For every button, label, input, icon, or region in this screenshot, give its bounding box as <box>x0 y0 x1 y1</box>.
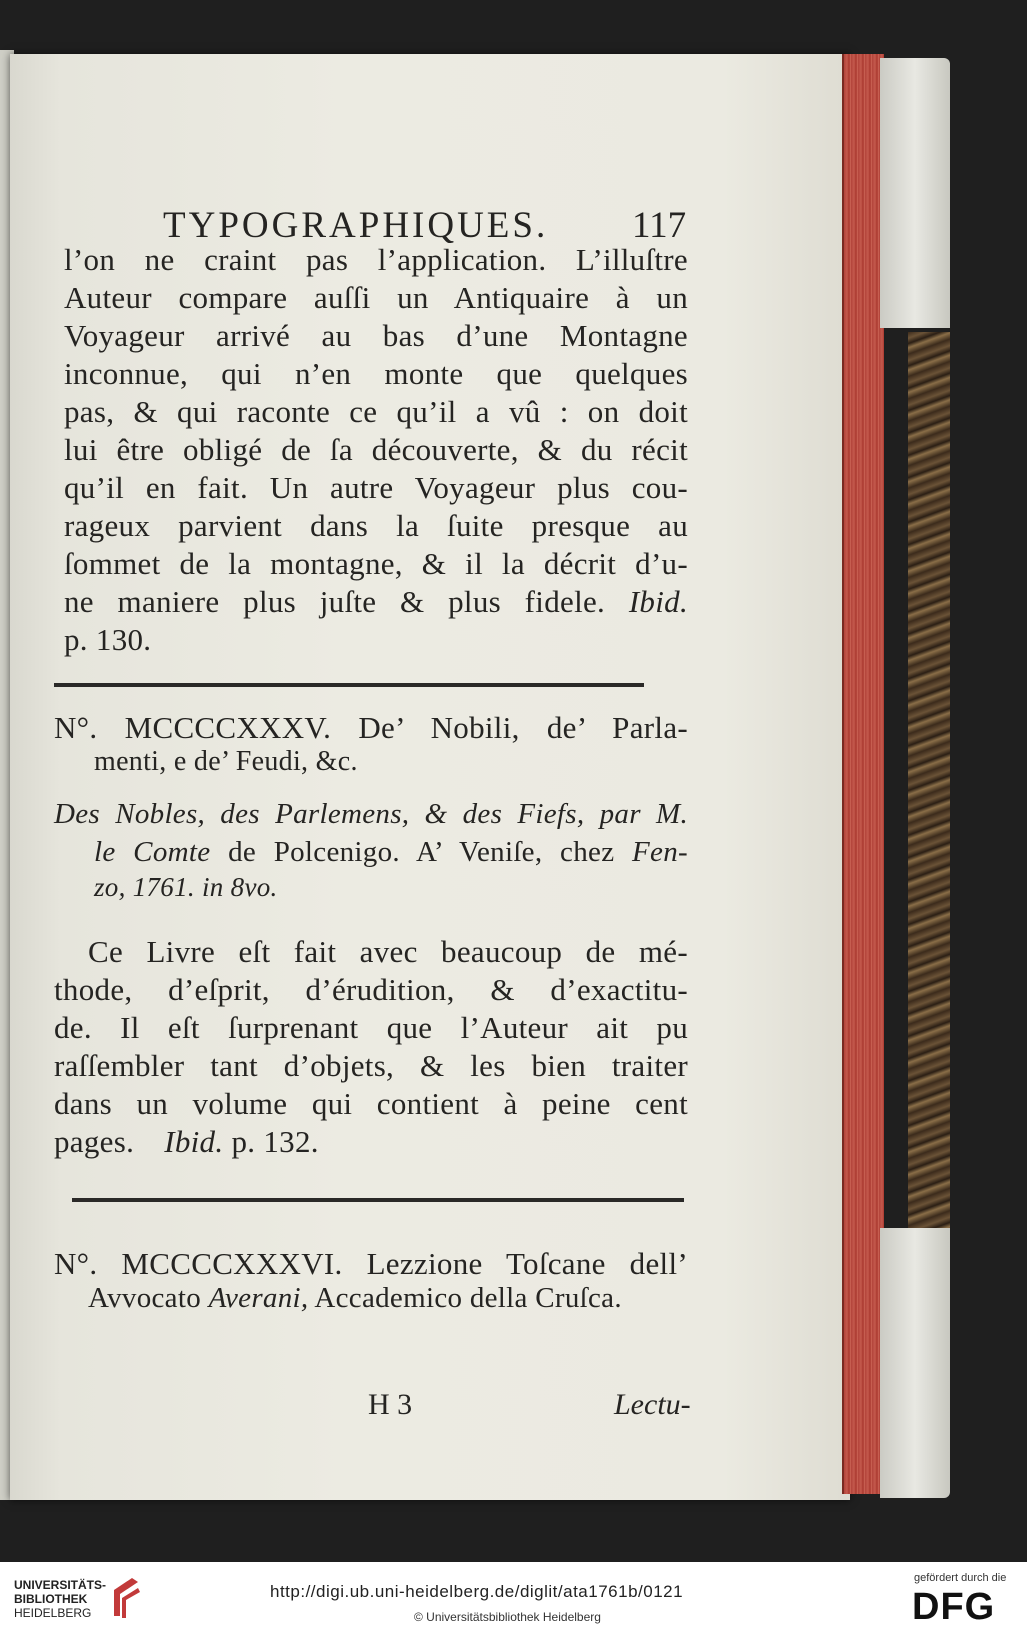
entry-heading <box>54 710 688 746</box>
text-line: ſommet de la montagne, & il la décrit d’u- <box>64 546 688 581</box>
book-page <box>10 54 850 1500</box>
ibid-reference: Ibid. <box>628 584 688 619</box>
text-line: Ce Livre eſt fait avec beaucoup de mé- <box>88 934 688 969</box>
page-number: 117 <box>632 205 687 246</box>
binding-clasp-bottom <box>880 1228 950 1498</box>
entry-title-cont <box>88 1282 622 1315</box>
text-line: thode, d’eſprit, d’érudition, & d’exactitu- <box>54 972 688 1007</box>
permalink-url[interactable]: http://digi.ub.uni-heidelberg.de/diglit/ata1761b/0121 <box>270 1582 684 1601</box>
running-head: TYPOGRAPHIQUES. <box>163 205 549 246</box>
binding-clasp-top <box>880 58 950 328</box>
library-logo[interactable] <box>14 1578 106 1620</box>
dfg-logo[interactable]: DFG <box>912 1586 996 1628</box>
text-line: raſſembler tant d’objets, & les bien traiter <box>54 1048 688 1083</box>
text-span: Averani, <box>208 1282 309 1314</box>
library-emblem-icon <box>108 1572 142 1622</box>
ibid-reference: Ibid. <box>164 1124 224 1159</box>
red-page-edges <box>842 54 884 1494</box>
page-reference: p. 130. <box>64 622 152 657</box>
text-line: Voyageur arrivé au bas d’une Montagne <box>64 318 688 353</box>
entry-title: De’ Nobili, de’ Parla- <box>358 710 689 745</box>
copyright-notice: © Universitätsbibliothek Heidelberg <box>414 1610 601 1624</box>
viewer-footer <box>0 1562 1027 1636</box>
library-name-line: UNIVERSITÄTS- <box>14 1578 107 1592</box>
text-line: pas, & qui raconte ce qu’il a vû : on doit <box>64 394 688 429</box>
translation-line <box>94 836 688 869</box>
text-line: de. Il eſt ſurprenant que l’Auteur ait pu <box>54 1010 688 1045</box>
translation-line: Des Nobles, des Parlemens, & des Fiefs, par M. <box>54 798 688 830</box>
text-span: le Comte <box>94 836 211 868</box>
catchword: Lectu- <box>614 1388 691 1421</box>
text-span: pages. <box>54 1124 135 1159</box>
signature-mark: H 3 <box>368 1388 413 1421</box>
entry-heading <box>54 1246 688 1282</box>
text-line: l’on ne craint pas l’application. L’illuſtre <box>64 242 688 277</box>
marbled-cover <box>908 332 950 1230</box>
section-rule <box>72 1198 684 1202</box>
text-line: qu’il en fait. Un autre Voyageur plus cou- <box>64 470 688 505</box>
entry-title: Lezzione Toſcane dell’ <box>366 1246 688 1281</box>
library-name-line: BIBLIOTHEK <box>14 1592 88 1606</box>
text-line: lui être obligé de ſa découverte, & du récit <box>64 432 688 467</box>
text-span: Avvocato <box>88 1282 201 1314</box>
text-line: Auteur compare auſſi un Antiquaire à un <box>64 280 688 315</box>
text-span: Fen- <box>632 836 688 868</box>
funding-note: gefördert durch die <box>914 1572 1007 1584</box>
text-line <box>54 1124 319 1160</box>
text-span: Accademico della Cruſca. <box>314 1282 622 1314</box>
text-span: ne maniere plus juſte & plus fidele. <box>64 584 606 619</box>
text-line: inconnue, qui n’en monte que quelques <box>64 356 688 391</box>
entry-number: N°. MCCCCXXXVI. <box>54 1246 343 1281</box>
text-line: dans un volume qui contient à peine cent <box>54 1086 688 1121</box>
library-name-line: HEIDELBERG <box>14 1606 92 1620</box>
imprint-line: zo, 1761. in 8vo. <box>94 872 278 902</box>
section-rule <box>54 683 644 687</box>
text-line <box>64 584 688 620</box>
text-span: de Polcenigo. A’ Veniſe, chez <box>228 836 615 868</box>
entry-number: N°. MCCCCXXXV. <box>54 710 332 745</box>
text-line: rageux parvient dans la ſuite presque au <box>64 508 688 543</box>
entry-title-cont: menti, e de’ Feudi, &c. <box>94 746 358 777</box>
page-reference: p. 132. <box>231 1124 319 1159</box>
